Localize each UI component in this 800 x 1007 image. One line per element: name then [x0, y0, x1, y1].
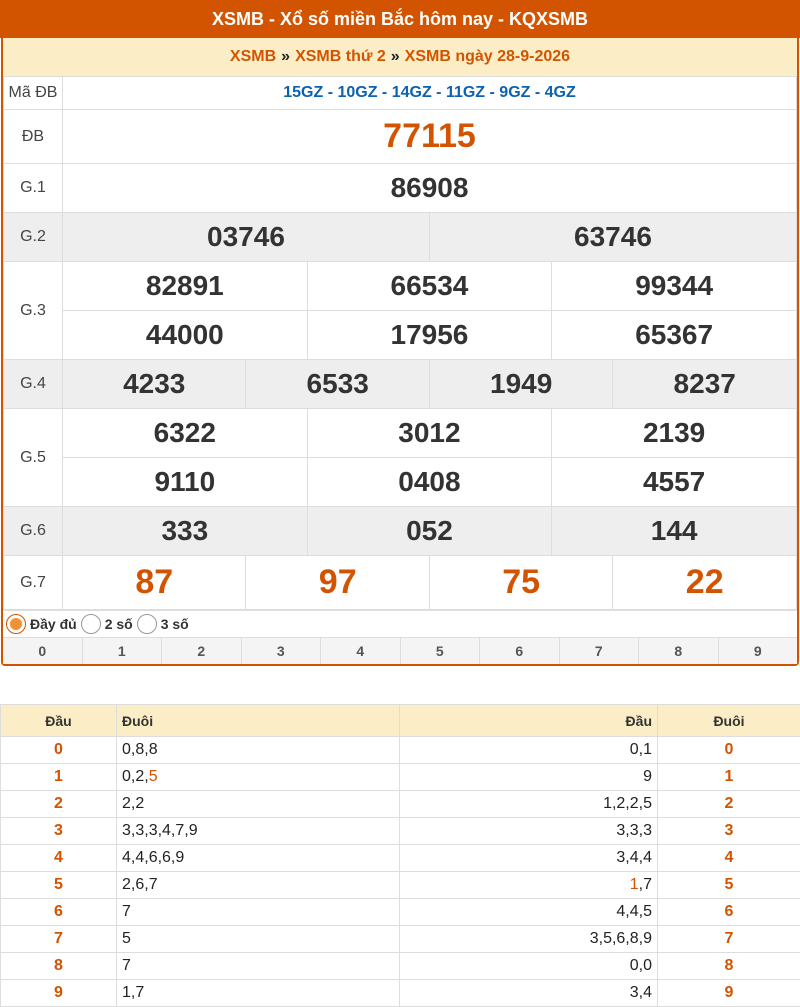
loto-heads: 3,4,4	[400, 845, 658, 872]
loto-tail-digit: 9	[658, 980, 800, 1007]
radio-3-digits[interactable]	[137, 614, 157, 634]
loto-tails: 2,6,7	[117, 872, 400, 899]
prize-g2-label: G.2	[4, 213, 63, 262]
loto-head-digit: 7	[1, 926, 117, 953]
prize-g3-number: 44000	[146, 319, 224, 350]
loto-heads-highlight: 1	[630, 876, 639, 893]
digit-filter-0[interactable]: 0	[3, 638, 82, 664]
breadcrumb-link-weekday[interactable]: XSMB thứ 2	[295, 48, 386, 66]
digit-filter-8[interactable]: 8	[638, 638, 718, 664]
prize-g3-number: 17956	[391, 319, 469, 350]
results-table	[3, 76, 797, 610]
digit-filter-4[interactable]: 4	[320, 638, 400, 664]
prize-g5-number: 4557	[643, 466, 705, 497]
digit-filter-9[interactable]: 9	[718, 638, 798, 664]
option-2-digits[interactable]	[81, 614, 133, 634]
table-row	[1, 845, 800, 872]
prize-db-label: ĐB	[4, 110, 63, 164]
breadcrumb	[3, 38, 797, 76]
loto-tails: 1,7	[117, 980, 400, 1007]
loto-tails: 4,4,6,6,9	[117, 845, 400, 872]
prize-g3-label: G.3	[4, 262, 63, 360]
loto-tails-highlight: 5	[149, 768, 158, 785]
loto-tail-digit: 8	[658, 953, 800, 980]
option-3-digits-label: 3 số	[161, 616, 189, 632]
loto-head-digit: 5	[1, 872, 117, 899]
loto-head-digit: 8	[1, 953, 117, 980]
radio-full[interactable]	[6, 614, 26, 634]
loto-heads: 3,4	[400, 980, 658, 1007]
loto-heads: 3,3,3	[400, 818, 658, 845]
prize-g6-number: 333	[161, 515, 208, 546]
prize-g7-number: 87	[135, 563, 173, 601]
loto-tails	[117, 764, 400, 791]
loto-head-digit: 2	[1, 791, 117, 818]
prize-g5-number: 2139	[643, 417, 705, 448]
prize-g7-number: 75	[502, 563, 540, 601]
option-full[interactable]	[6, 614, 77, 634]
loto-header-dau: Đầu	[1, 705, 117, 737]
loto-tail-digit: 7	[658, 926, 800, 953]
table-row	[1, 899, 800, 926]
prize-g5-number: 3012	[398, 417, 460, 448]
table-row	[1, 818, 800, 845]
breadcrumb-separator: »	[391, 48, 400, 66]
prize-g4-number: 4233	[123, 368, 185, 399]
digit-filter-7[interactable]: 7	[559, 638, 639, 664]
table-row	[1, 872, 800, 899]
loto-head-digit: 6	[1, 899, 117, 926]
option-3-digits[interactable]	[137, 614, 189, 634]
prize-g4-number: 6533	[307, 368, 369, 399]
loto-heads: 1,2,2,5	[400, 791, 658, 818]
digit-filter-1[interactable]: 1	[82, 638, 162, 664]
ma-db-value: 15GZ - 10GZ - 14GZ - 11GZ - 9GZ - 4GZ	[63, 77, 797, 110]
loto-heads	[400, 872, 658, 899]
loto-head-digit: 1	[1, 764, 117, 791]
loto-header-duoi: Đuôi	[658, 705, 800, 737]
table-row	[1, 764, 800, 791]
loto-tails-text: 0,2,	[122, 768, 149, 785]
digit-filter-5[interactable]: 5	[400, 638, 480, 664]
prize-g7-number: 97	[319, 563, 357, 601]
loto-tail-digit: 1	[658, 764, 800, 791]
prize-g6-number: 052	[406, 515, 453, 546]
prize-g3-number: 99344	[635, 270, 713, 301]
prize-g6-label: G.6	[4, 507, 63, 556]
loto-tails: 7	[117, 899, 400, 926]
loto-head-digit: 0	[1, 737, 117, 764]
prize-g5-number: 9110	[154, 466, 215, 497]
loto-tail-digit: 0	[658, 737, 800, 764]
loto-head-digit: 9	[1, 980, 117, 1007]
radio-2-digits[interactable]	[81, 614, 101, 634]
table-row	[1, 926, 800, 953]
prize-g3-number: 82891	[146, 270, 224, 301]
loto-head-digit: 4	[1, 845, 117, 872]
option-full-label: Đầy đủ	[30, 616, 77, 632]
loto-head-digit: 3	[1, 818, 117, 845]
option-2-digits-label: 2 số	[105, 616, 133, 632]
loto-tail-digit: 4	[658, 845, 800, 872]
page-title: XSMB - Xổ số miền Bắc hôm nay - KQXSMB	[0, 0, 800, 38]
loto-header-duoi: Đuôi	[117, 705, 400, 737]
loto-tail-digit: 6	[658, 899, 800, 926]
breadcrumb-link-date[interactable]: XSMB ngày 28-9-2026	[405, 48, 570, 66]
loto-tail-digit: 3	[658, 818, 800, 845]
prize-g5-number: 6322	[154, 417, 216, 448]
loto-heads: 3,5,6,8,9	[400, 926, 658, 953]
loto-table	[0, 704, 800, 1007]
loto-heads: 0,1	[400, 737, 658, 764]
digit-filter-bar	[3, 637, 797, 664]
loto-tails: 7	[117, 953, 400, 980]
prize-g7-label: G.7	[4, 556, 63, 610]
loto-heads: 4,4,5	[400, 899, 658, 926]
digit-filter-2[interactable]: 2	[161, 638, 241, 664]
table-row	[1, 953, 800, 980]
loto-heads: 9	[400, 764, 658, 791]
loto-heads-text: ,7	[639, 876, 652, 893]
display-options	[3, 610, 797, 637]
loto-tails: 0,8,8	[117, 737, 400, 764]
loto-tails: 3,3,3,4,7,9	[117, 818, 400, 845]
prize-g3-number: 65367	[635, 319, 713, 350]
loto-tails: 2,2	[117, 791, 400, 818]
digit-filter-6[interactable]: 6	[479, 638, 559, 664]
loto-tail-digit: 5	[658, 872, 800, 899]
table-row	[1, 980, 800, 1007]
prize-g3-number: 66534	[391, 270, 469, 301]
loto-tails: 5	[117, 926, 400, 953]
table-row	[1, 737, 800, 764]
prize-db-number: 77115	[383, 117, 476, 155]
prize-g5-label: G.5	[4, 409, 63, 507]
loto-header-dau: Đầu	[400, 705, 658, 737]
table-row	[1, 791, 800, 818]
prize-g7-number: 22	[686, 563, 724, 601]
prize-g4-number: 1949	[490, 368, 552, 399]
prize-g4-number: 8237	[674, 368, 736, 399]
prize-g4-label: G.4	[4, 360, 63, 409]
loto-tail-digit: 2	[658, 791, 800, 818]
prize-g1-number: 86908	[391, 172, 469, 203]
loto-heads: 0,0	[400, 953, 658, 980]
prize-g2-number: 63746	[574, 221, 652, 252]
ma-db-label: Mã ĐB	[4, 77, 63, 110]
breadcrumb-separator: »	[281, 48, 290, 66]
prize-g1-label: G.1	[4, 164, 63, 213]
breadcrumb-link-xsmb[interactable]: XSMB	[230, 48, 276, 66]
prize-g2-number: 03746	[207, 221, 285, 252]
prize-g6-number: 144	[651, 515, 698, 546]
digit-filter-3[interactable]: 3	[241, 638, 321, 664]
prize-g5-number: 0408	[398, 466, 460, 497]
